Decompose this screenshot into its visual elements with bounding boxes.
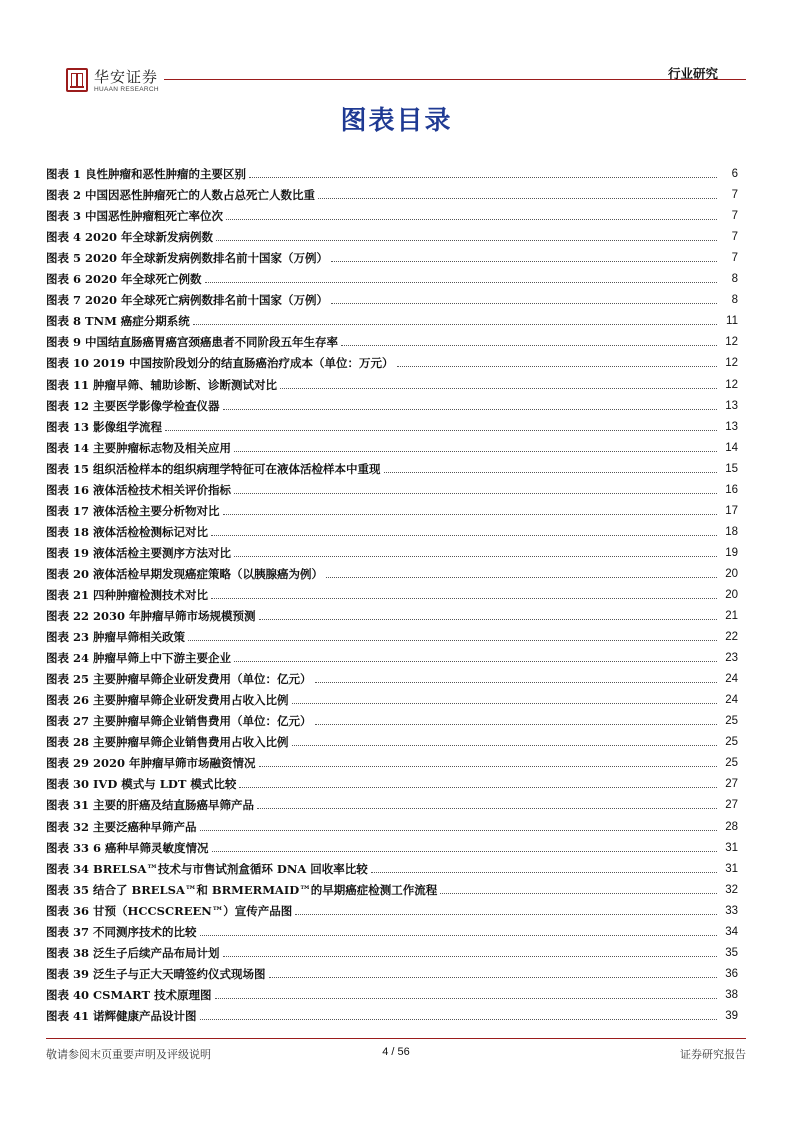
toc-entry[interactable]: [46, 770, 738, 791]
toc-entry-title[interactable]: 图表 34 BRELSA™技术与市售试剂盒循环 DNA 回收率比较: [46, 861, 368, 876]
toc-entry-title[interactable]: 图表 23 肿瘤早筛相关政策: [46, 630, 186, 645]
toc-entry[interactable]: [46, 918, 738, 939]
toc-entry[interactable]: [46, 960, 738, 981]
toc-entry-title[interactable]: 图表 32 主要泛癌种早筛产品: [46, 819, 197, 834]
toc-entry-title[interactable]: 图表 7 2020 年全球死亡病例数排名前十国家（万例）: [46, 293, 329, 308]
dot-leader: [223, 514, 717, 515]
toc-entry-page[interactable]: 13: [725, 420, 738, 433]
toc-entry[interactable]: [46, 897, 738, 918]
toc-entry-title[interactable]: 图表 3 中国恶性肿瘤粗死亡率位次: [46, 209, 224, 224]
dot-leader: [259, 619, 717, 620]
dot-leader: [215, 998, 717, 999]
toc-entry-page[interactable]: 22: [725, 631, 738, 644]
dot-leader: [259, 766, 717, 767]
dot-leader: [295, 914, 717, 915]
toc-entry-page[interactable]: 36: [725, 967, 738, 980]
figure-list: [46, 160, 738, 1023]
toc-entry-page[interactable]: 25: [725, 757, 738, 770]
dot-leader: [234, 451, 717, 452]
toc-entry-title[interactable]: 图表 15 组织活检样本的组织病理学特征可在液体活检样本中重现: [46, 461, 381, 476]
toc-entry-title[interactable]: 图表 18 液体活检检测标记对比: [46, 524, 209, 539]
dot-leader: [397, 366, 717, 367]
huaan-logo-icon: [66, 68, 88, 92]
toc-entry[interactable]: [46, 623, 738, 644]
toc-entry-page[interactable]: 27: [725, 778, 738, 791]
toc-entry-page[interactable]: 24: [725, 694, 738, 707]
toc-entry[interactable]: [46, 791, 738, 812]
toc-entry-page[interactable]: 17: [725, 504, 738, 517]
toc-entry-title[interactable]: 图表 20 液体活检早期发现癌症策略（以胰腺癌为例）: [46, 566, 324, 581]
toc-entry[interactable]: [46, 434, 738, 455]
toc-entry[interactable]: [46, 244, 738, 265]
dot-leader: [315, 724, 717, 725]
toc-entry[interactable]: [46, 560, 738, 581]
dot-leader: [212, 851, 717, 852]
toc-entry[interactable]: [46, 602, 738, 623]
toc-entry[interactable]: [46, 749, 738, 770]
toc-entry-title[interactable]: 图表 17 液体活检主要分析物对比: [46, 503, 220, 518]
toc-entry[interactable]: [46, 413, 738, 434]
toc-entry[interactable]: [46, 707, 738, 728]
toc-entry-page[interactable]: 8: [731, 294, 738, 307]
toc-entry-page[interactable]: 6: [731, 168, 738, 181]
toc-entry[interactable]: [46, 497, 738, 518]
logo-english-name: HUAAN RESEARCH: [94, 86, 159, 93]
toc-entry[interactable]: [46, 307, 738, 328]
dot-leader: [280, 388, 717, 389]
dot-leader: [188, 640, 717, 641]
toc-entry-title[interactable]: 图表 11 肿瘤早筛、辅助诊断、诊断测试对比: [46, 377, 278, 392]
dot-leader: [371, 872, 717, 873]
toc-entry[interactable]: [46, 686, 738, 707]
toc-entry[interactable]: [46, 812, 738, 833]
toc-entry-title[interactable]: 图表 31 主要的肝癌及结直肠癌早筛产品: [46, 798, 255, 813]
toc-entry[interactable]: [46, 392, 738, 413]
toc-entry[interactable]: [46, 1002, 738, 1023]
dot-leader: [226, 219, 717, 220]
toc-entry-title[interactable]: 图表 9 中国结直肠癌胃癌宫颈癌患者不同阶段五年生存率: [46, 335, 339, 350]
toc-entry-page[interactable]: 20: [725, 567, 738, 580]
toc-entry[interactable]: [46, 644, 738, 665]
toc-entry-title[interactable]: 图表 13 影像组学流程: [46, 419, 163, 434]
toc-entry-page[interactable]: 28: [725, 820, 738, 833]
toc-entry-page[interactable]: 35: [725, 946, 738, 959]
dot-leader: [326, 577, 717, 578]
toc-entry-title[interactable]: 图表 36 甘预（HCCSCREEN™）宣传产品图: [46, 903, 293, 918]
dot-leader: [193, 324, 717, 325]
dot-leader: [200, 1019, 717, 1020]
dot-leader: [341, 345, 717, 346]
toc-entry-title[interactable]: 图表 24 肿瘤早筛上中下游主要企业: [46, 651, 232, 666]
toc-entry[interactable]: [46, 202, 738, 223]
dot-leader: [216, 240, 717, 241]
toc-entry-page[interactable]: 23: [725, 652, 738, 665]
page-footer: [46, 1046, 746, 1062]
toc-entry[interactable]: [46, 370, 738, 391]
toc-entry[interactable]: [46, 181, 738, 202]
toc-entry-page[interactable]: 18: [725, 525, 738, 538]
toc-entry[interactable]: [46, 876, 738, 897]
toc-entry-title[interactable]: 图表 2 中国因恶性肿瘤死亡的人数占总死亡人数比重: [46, 188, 316, 203]
toc-entry[interactable]: [46, 223, 738, 244]
toc-entry-page[interactable]: 8: [731, 273, 738, 286]
dot-leader: [292, 745, 717, 746]
dot-leader: [200, 935, 717, 936]
disclaimer-note: 敬请参阅末页重要声明及评级说明: [46, 1048, 211, 1061]
toc-entry-page[interactable]: 12: [725, 357, 738, 370]
report-category: 行业研究: [667, 66, 718, 81]
toc-entry[interactable]: [46, 834, 738, 855]
dot-leader: [292, 703, 717, 704]
dot-leader: [318, 198, 717, 199]
footer-divider: [46, 1038, 746, 1039]
dot-leader: [239, 787, 717, 788]
toc-entry-title[interactable]: 图表 25 主要肿瘤早筛企业研发费用（单位：亿元）: [46, 672, 312, 687]
toc-entry-page[interactable]: 11: [726, 315, 738, 328]
dot-leader: [249, 177, 717, 178]
toc-entry[interactable]: [46, 981, 738, 1002]
toc-entry-title[interactable]: 图表 41 诺辉健康产品设计图: [46, 1008, 197, 1023]
toc-entry-title[interactable]: 图表 38 泛生子后续产品布局计划: [46, 945, 220, 960]
toc-entry-title[interactable]: 图表 14 主要肿瘤标志物及相关应用: [46, 440, 232, 455]
toc-entry-page[interactable]: 14: [725, 441, 738, 454]
toc-entry-title[interactable]: 图表 21 四种肿瘤检测技术对比: [46, 587, 209, 602]
toc-entry-title[interactable]: 图表 37 不同测序技术的比较: [46, 924, 197, 939]
toc-entry[interactable]: [46, 328, 738, 349]
toc-entry-page[interactable]: 27: [725, 799, 738, 812]
toc-entry-title[interactable]: 图表 35 结合了 BRELSA™和 BRMERMAID™的早期癌症检测工作流程: [46, 882, 438, 897]
toc-entry[interactable]: [46, 728, 738, 749]
toc-entry-title[interactable]: 图表 22 2030 年肿瘤早筛市场规模预测: [46, 609, 256, 624]
dot-leader: [234, 661, 717, 662]
dot-leader: [331, 303, 717, 304]
toc-entry-title[interactable]: 图表 8 TNM 癌症分期系统: [46, 314, 190, 329]
toc-entry[interactable]: [46, 539, 738, 560]
page-number: 4 / 56: [382, 1046, 410, 1058]
toc-entry-title[interactable]: 图表 1 良性肿瘤和恶性肿瘤的主要区别: [46, 167, 247, 182]
dot-leader: [165, 430, 717, 431]
toc-entry-title[interactable]: 图表 39 泛生子与正大天晴签约仪式现场图: [46, 966, 266, 981]
toc-entry-title[interactable]: 图表 19 液体活检主要测序方法对比: [46, 545, 232, 560]
header-divider: [164, 79, 746, 80]
toc-entry-title[interactable]: 图表 30 IVD 模式与 LDT 模式比较: [46, 777, 237, 792]
toc-entry-page[interactable]: 31: [725, 862, 738, 875]
toc-entry-title[interactable]: 图表 29 2020 年肿瘤早筛市场融资情况: [46, 756, 256, 771]
toc-entry[interactable]: [46, 349, 738, 370]
dot-leader: [223, 956, 717, 957]
toc-entry-title[interactable]: 图表 6 2020 年全球死亡例数: [46, 272, 202, 287]
toc-entry-title[interactable]: 图表 4 2020 年全球新发病例数: [46, 230, 214, 245]
logo-chinese-name: 华安证券: [94, 68, 159, 86]
toc-entry[interactable]: [46, 160, 738, 181]
toc-entry-title[interactable]: 图表 5 2020 年全球新发病例数排名前十国家（万例）: [46, 251, 329, 266]
toc-entry-page[interactable]: 7: [731, 231, 738, 244]
toc-entry-page[interactable]: 7: [731, 210, 738, 223]
toc-entry-page[interactable]: 25: [725, 736, 738, 749]
toc-entry-title[interactable]: 图表 28 主要肿瘤早筛企业销售费用占收入比例: [46, 735, 289, 750]
dot-leader: [315, 682, 717, 683]
toc-entry-title[interactable]: 图表 33 6 癌种早筛灵敏度情况: [46, 840, 209, 855]
toc-entry-page[interactable]: 19: [725, 546, 738, 559]
dot-leader: [205, 282, 717, 283]
toc-entry[interactable]: [46, 855, 738, 876]
toc-entry-page[interactable]: 16: [725, 483, 738, 496]
toc-entry[interactable]: [46, 265, 738, 286]
toc-entry[interactable]: [46, 286, 738, 307]
toc-entry[interactable]: [46, 455, 738, 476]
dot-leader: [211, 598, 717, 599]
dot-leader: [200, 830, 717, 831]
dot-leader: [257, 808, 717, 809]
toc-entry-page[interactable]: 32: [725, 883, 738, 896]
toc-entry-page[interactable]: 15: [725, 462, 738, 475]
toc-entry-page[interactable]: 12: [725, 336, 738, 349]
dot-leader: [234, 493, 717, 494]
toc-entry-page[interactable]: 7: [731, 252, 738, 265]
toc-entry-page[interactable]: 39: [725, 1009, 738, 1022]
dot-leader: [234, 556, 717, 557]
dot-leader: [384, 472, 717, 473]
toc-entry[interactable]: [46, 518, 738, 539]
dot-leader: [211, 535, 717, 536]
toc-entry-title[interactable]: 图表 26 主要肿瘤早筛企业研发费用占收入比例: [46, 693, 289, 708]
toc-entry-page[interactable]: 20: [725, 588, 738, 601]
page-header: [46, 62, 746, 102]
report-type: 证券研究报告: [680, 1048, 746, 1061]
toc-entry-page[interactable]: 38: [725, 988, 738, 1001]
toc-entry-page[interactable]: 25: [725, 715, 738, 728]
toc-entry-title[interactable]: 图表 12 主要医学影像学检查仪器: [46, 398, 220, 413]
toc-entry[interactable]: [46, 476, 738, 497]
toc-entry-page[interactable]: 7: [731, 189, 738, 202]
toc-entry[interactable]: [46, 581, 738, 602]
dot-leader: [269, 977, 717, 978]
toc-entry-page[interactable]: 24: [725, 673, 738, 686]
toc-entry-page[interactable]: 13: [725, 399, 738, 412]
dot-leader: [223, 409, 717, 410]
toc-entry-page[interactable]: 33: [725, 904, 738, 917]
toc-entry[interactable]: [46, 665, 738, 686]
toc-entry-title[interactable]: 图表 16 液体活检技术相关评价指标: [46, 482, 232, 497]
toc-entry-title[interactable]: 图表 40 CSMART 技术原理图: [46, 987, 212, 1002]
toc-entry-page[interactable]: 12: [725, 378, 738, 391]
toc-entry-title[interactable]: 图表 27 主要肿瘤早筛企业销售费用（单位：亿元）: [46, 714, 312, 729]
toc-entry-page[interactable]: 34: [725, 925, 738, 938]
page-title: 图表目录: [340, 106, 453, 136]
dot-leader: [440, 893, 717, 894]
toc-entry-page[interactable]: 21: [725, 610, 738, 623]
toc-entry-title[interactable]: 图表 10 2019 中国按阶段划分的结直肠癌治疗成本（单位：万元）: [46, 356, 394, 371]
toc-entry[interactable]: [46, 939, 738, 960]
toc-entry-page[interactable]: 31: [725, 841, 738, 854]
dot-leader: [331, 261, 717, 262]
